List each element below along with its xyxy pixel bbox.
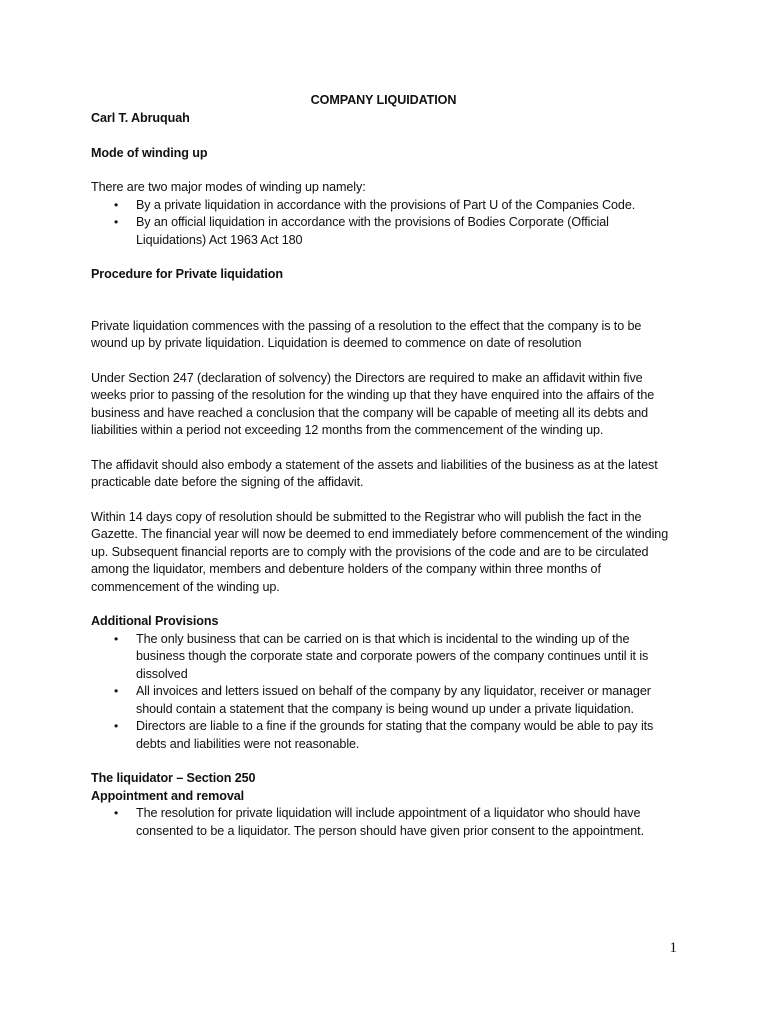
heading-appointment-and-removal: Appointment and removal [91, 788, 245, 803]
bullet-icon: • [114, 197, 119, 212]
procedure-paragraph: Under Section 247 (declaration of solvency) the Directors are required to make an affidavit within five weeks prior to passing of the resolution for the winding up that they have enquired into the affairs of the business and have reached a conclusion that the company will be capable of meeting all its debts and liabilities within a period not exceeding 12 months from the commencement of the winding up. [91, 370, 655, 437]
procedure-paragraph: Private liquidation commences with the passing of a resolution to the effect that the company is to be wound up by private liquidation. Liquidation is deemed to commence on date of resolution [91, 318, 642, 350]
procedure-paragraph: Within 14 days copy of resolution should be submitted to the Registrar who will publish the fact in the Gazette. The financial year will now be deemed to end immediately before commencement of the winding up. Subsequent financial reports are to comply with the provisions of the code and are to be circulated among the liquidator, members and debenture holders of the company within three months of commencement of the winding up. [91, 509, 669, 594]
heading-additional-provisions: Additional Provisions [91, 614, 219, 628]
bullet-icon: • [114, 684, 119, 698]
bullet-icon: • [114, 719, 119, 733]
procedure-paragraph: The affidavit should also embody a statement of the assets and liabilities of the business as at the latest practicable date before the signing of the affidavit. [91, 457, 658, 489]
mode-bullet-list [91, 197, 676, 250]
heading-liquidator-section-250: The liquidator – Section 250 [91, 771, 256, 785]
list-item-text: Directors are liable to a fine if the grounds for stating that the company would be able to pay its debts and liabilities were not reasonable. [136, 719, 654, 751]
list-item-text: By an official liquidation in accordance with the provisions of Bodies Corporate (Official Liquidations) Act 1963 Act 180 [136, 215, 609, 247]
list-item-text: All invoices and letters issued on behalf of the company by any liquidator, receiver or manager should contain a statement that the company is being wound up under a private liquidation. [136, 684, 651, 716]
list-item-text: The only business that can be carried on is that which is incidental to the winding up of the business though the corporate state and corporate powers of the company continues until it is dissolved [136, 631, 649, 681]
bullet-icon: • [114, 215, 119, 229]
document-author: Carl T. Abruquah [91, 111, 190, 125]
additional-bullet-list [91, 631, 676, 754]
page-number: 1 [669, 940, 677, 956]
heading-procedure-private-liquidation: Procedure for Private liquidation [91, 267, 283, 281]
list-item [91, 631, 676, 684]
appointment-bullet-list [91, 805, 676, 840]
document-body [91, 92, 676, 840]
list-item [91, 197, 676, 215]
list-item [91, 214, 676, 249]
list-item [91, 683, 676, 718]
document-title: COMPANY LIQUIDATION [310, 93, 457, 107]
list-item-text: By a private liquidation in accordance with the provisions of Part U of the Companies Code. [136, 197, 636, 212]
list-item [91, 718, 676, 753]
bullet-icon: • [114, 806, 119, 820]
list-item [91, 805, 676, 840]
mode-intro-paragraph: There are two major modes of winding up namely: [91, 180, 366, 194]
bullet-icon: • [114, 631, 119, 646]
heading-mode-of-winding-up: Mode of winding up [91, 145, 208, 160]
list-item-text: The resolution for private liquidation will include appointment of a liquidator who should have consented to be a liquidator. The person should have given prior consent to the appointment. [136, 806, 644, 838]
